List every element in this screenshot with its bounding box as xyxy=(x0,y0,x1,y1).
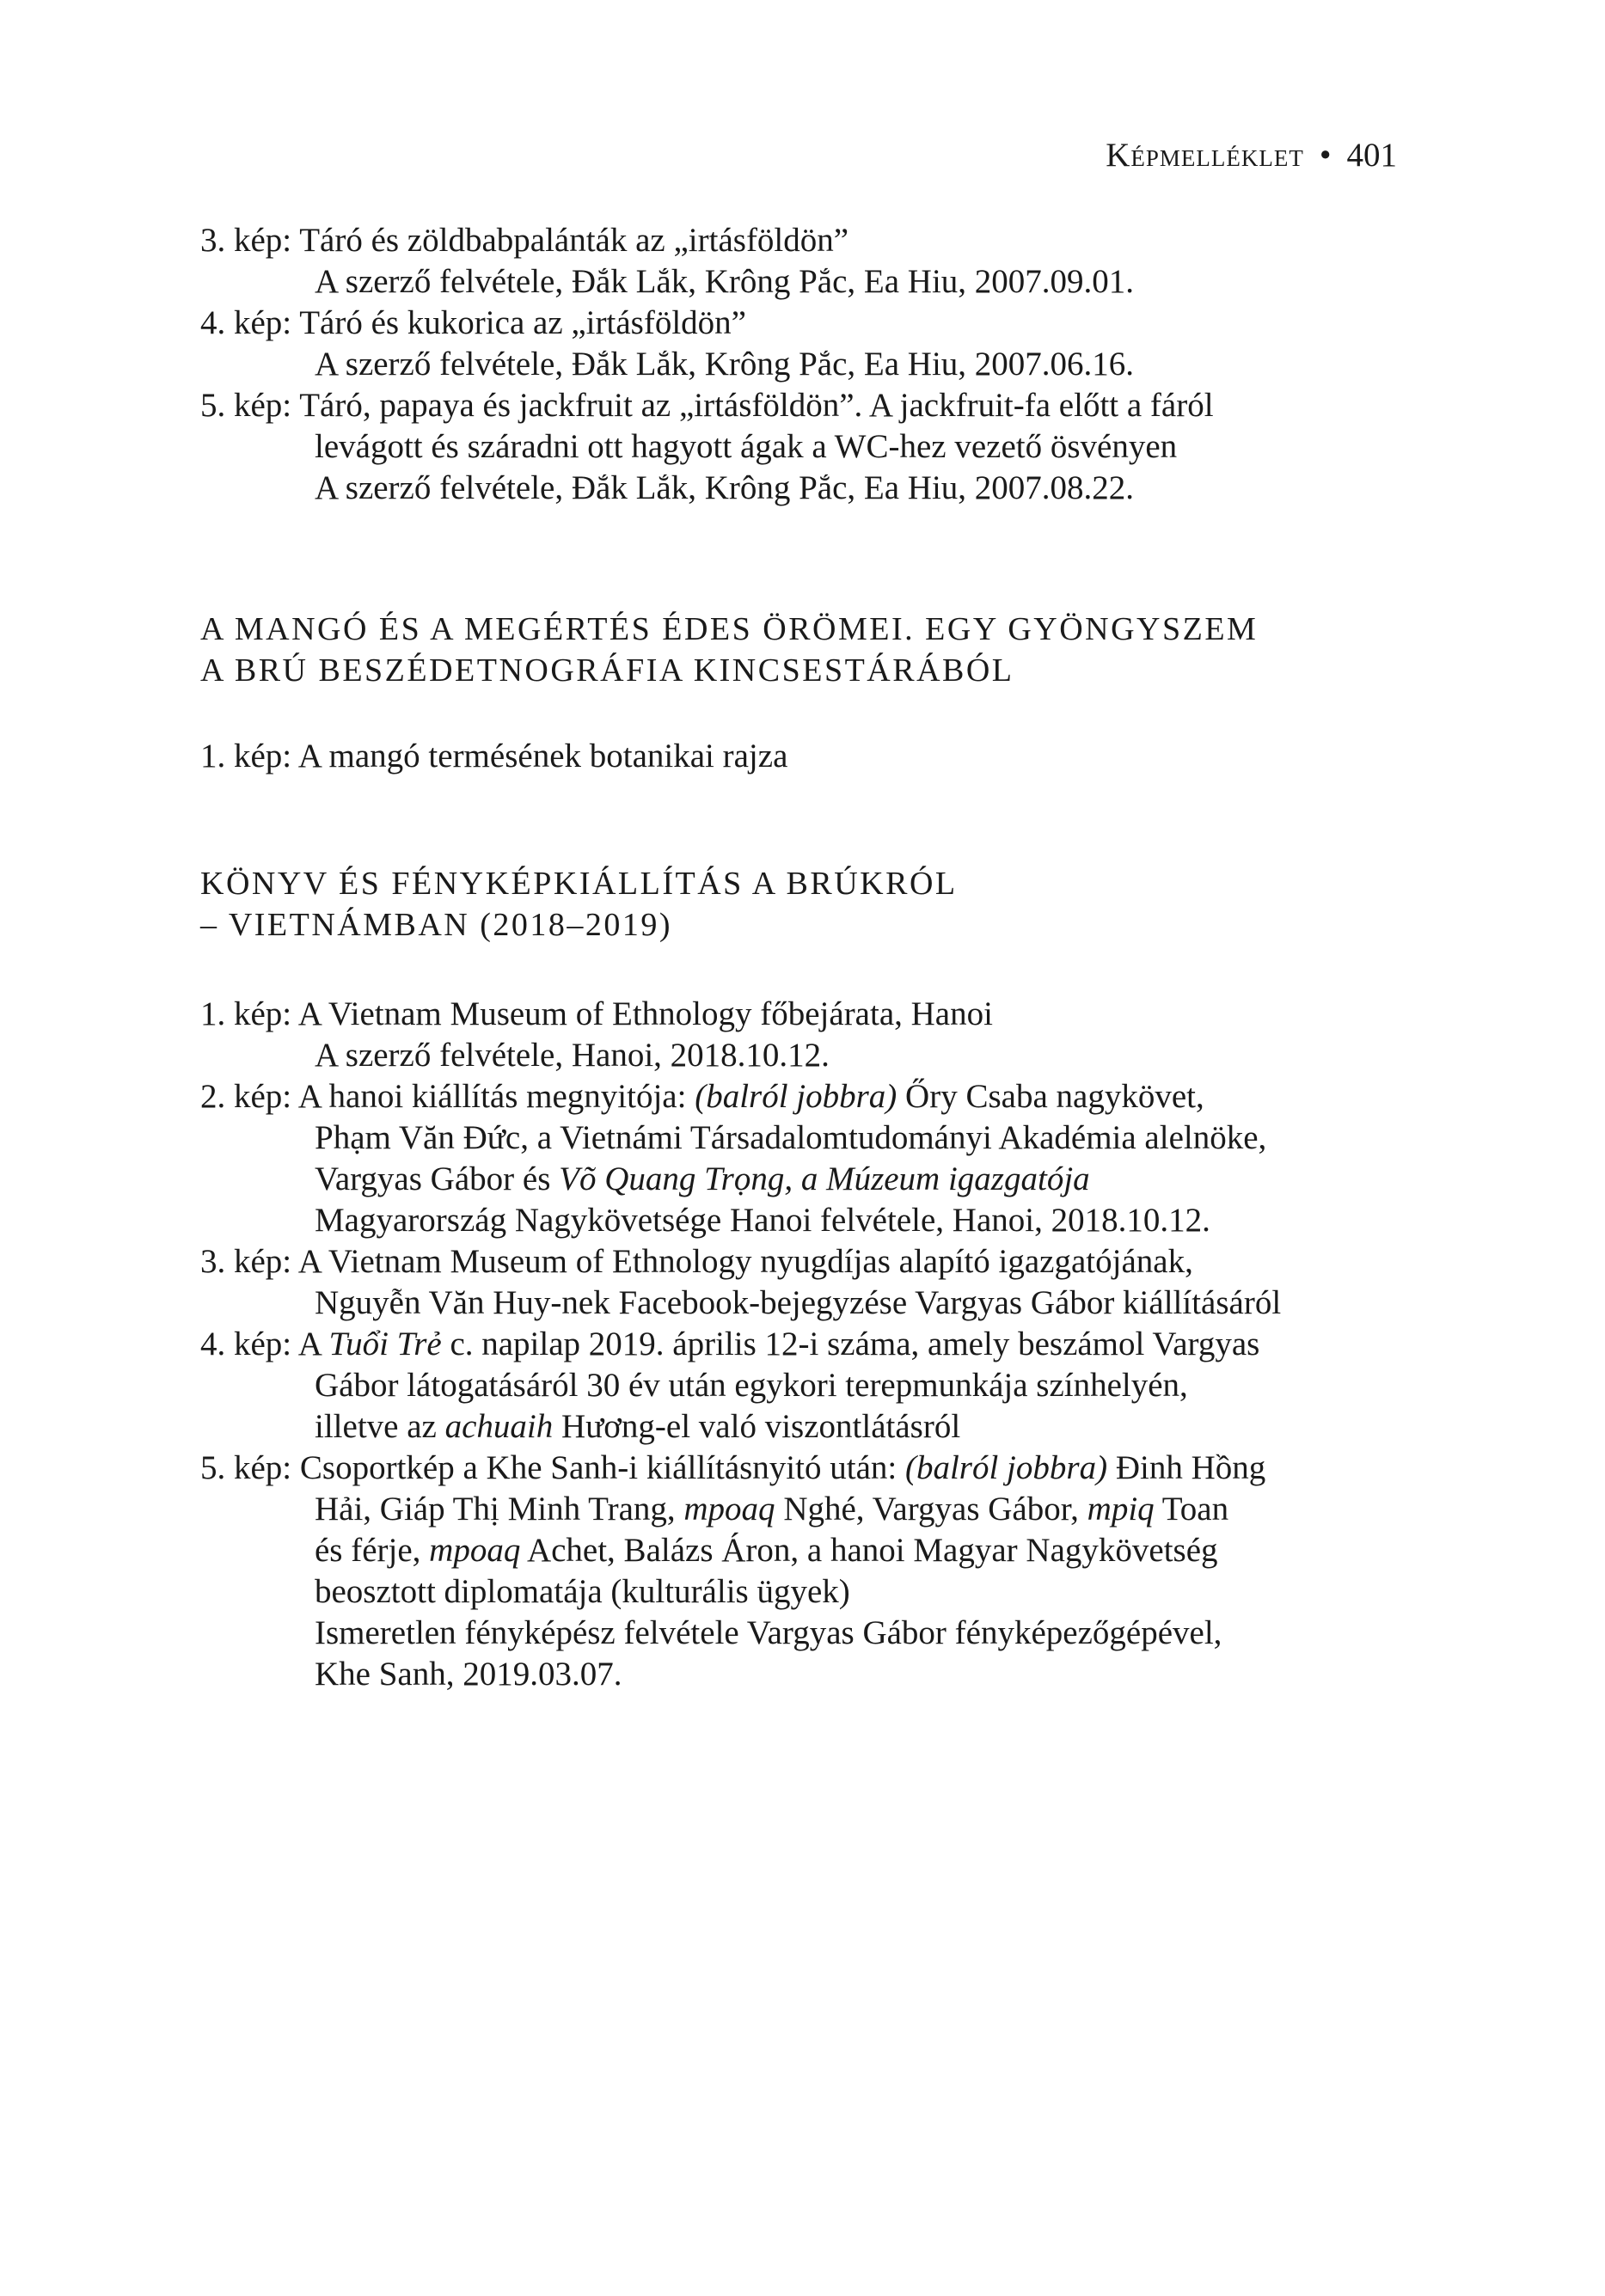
caption-entry xyxy=(200,1324,1397,1448)
caption-entry xyxy=(200,736,1397,777)
caption-text: Csoportkép a Khe Sanh-i kiállításnyitó után: xyxy=(299,1449,905,1486)
caption-entry xyxy=(200,385,1397,509)
caption-italic: (balról jobbra) xyxy=(904,1449,1108,1486)
caption-italic: mpiq xyxy=(1087,1491,1155,1528)
caption-text-continued xyxy=(315,1406,1397,1448)
caption-label: 1. kép: xyxy=(200,738,292,775)
caption-entry xyxy=(200,1448,1397,1695)
caption-text-continued xyxy=(315,1489,1397,1530)
running-header xyxy=(1106,134,1397,177)
caption-credit: Ismeretlen fényképész felvétele Vargyas Gábor fényképezőgépével, xyxy=(315,1614,1222,1651)
caption-text: Hải, Giáp Thị Minh Trang, xyxy=(315,1491,684,1528)
caption-credit: A szerző felvétele, Đắk Lắk, Krông Pắc, Ea Hiu, 2007.06.16. xyxy=(315,346,1135,383)
caption-entry xyxy=(200,1241,1397,1324)
caption-entry xyxy=(200,994,1397,1076)
heading-line: A MANGÓ ÉS A MEGÉRTÉS ÉDES ÖRÖMEI. EGY GYÖNGYSZEM xyxy=(200,611,1259,647)
caption-text: A mangó termésének botanikai rajza xyxy=(297,738,788,775)
caption-text: Őry Csaba nagykövet, xyxy=(897,1078,1204,1115)
heading-line: A BRÚ BESZÉDETNOGRÁFIA KINCSESTÁRÁBÓL xyxy=(200,652,1014,689)
caption-text-continued: Nguyễn Văn Huy-nek Facebook-bejegyzése Vargyas Gábor kiállításáról xyxy=(315,1284,1282,1321)
caption-text: és férje, xyxy=(315,1532,430,1569)
caption-italic: mpoaq xyxy=(683,1491,775,1528)
caption-text-continued xyxy=(315,1530,1397,1571)
caption-label: 5. kép: xyxy=(200,387,292,424)
caption-text: Toan xyxy=(1154,1491,1229,1528)
caption-text: A xyxy=(297,1326,329,1362)
caption-text-continued: levágott és száradni ott hagyott ágak a WC-hez vezető ösvényen xyxy=(315,428,1178,465)
caption-label: 1. kép: xyxy=(200,995,292,1032)
caption-italic: (balról jobbra) xyxy=(695,1078,897,1115)
caption-text: Táró és kukorica az „irtásföldön” xyxy=(299,304,746,341)
bullet-separator: • xyxy=(1319,137,1332,174)
caption-text: Đinh Hồng xyxy=(1107,1449,1266,1486)
caption-credit: A szerző felvétele, Hanoi, 2018.10.12. xyxy=(315,1037,830,1074)
caption-credit: A szerző felvétele, Đắk Lắk, Krông Pắc, Ea Hiu, 2007.08.22. xyxy=(315,469,1135,506)
caption-italic: Võ Quang Trọng, a Múzeum igazgatója xyxy=(559,1160,1090,1197)
caption-text: Nghé, Vargyas Gábor, xyxy=(775,1491,1087,1528)
heading-line: KÖNYV ÉS FÉNYKÉPKIÁLLÍTÁS A BRÚKRÓL xyxy=(200,866,958,902)
caption-italic: Tuổi Trẻ xyxy=(328,1326,442,1362)
caption-entry xyxy=(200,1076,1397,1241)
caption-list-mango xyxy=(200,736,1397,777)
caption-text: Vargyas Gábor és xyxy=(315,1160,560,1197)
running-title: Képmelléklet xyxy=(1106,137,1304,174)
caption-italic: achuaih xyxy=(444,1408,554,1445)
caption-text-continued: Gábor látogatásáról 30 év után egykori terepmunkája színhelyén, xyxy=(315,1367,1188,1404)
caption-italic: mpoaq xyxy=(429,1532,521,1569)
heading-line: – VIETNÁMBAN (2018–2019) xyxy=(200,907,673,943)
caption-list-exhibition xyxy=(200,994,1397,1695)
caption-credit: Khe Sanh, 2019.03.07. xyxy=(315,1656,622,1693)
caption-text-continued xyxy=(315,1159,1397,1200)
caption-credit: A szerző felvétele, Đắk Lắk, Krông Pắc, Ea Hiu, 2007.09.01. xyxy=(315,263,1135,300)
caption-text: Táró, papaya és jackfruit az „irtásföldön”. A jackfruit-fa előtt a fáról xyxy=(299,387,1214,424)
caption-text: A Vietnam Museum of Ethnology főbejárata, Hanoi xyxy=(297,995,993,1032)
caption-credit: Magyarország Nagykövetsége Hanoi felvétele, Hanoi, 2018.10.12. xyxy=(315,1202,1210,1239)
caption-text: A hanoi kiállítás megnyitója: xyxy=(297,1078,695,1115)
caption-label: 3. kép: xyxy=(200,222,292,259)
caption-text: Hương-el való viszontlátásról xyxy=(553,1408,961,1445)
page-number: 401 xyxy=(1346,137,1397,174)
caption-text-continued: beosztott diplomatája (kulturális ügyek) xyxy=(315,1573,850,1610)
caption-label: 2. kép: xyxy=(200,1078,292,1115)
caption-text: A Vietnam Museum of Ethnology nyugdíjas alapító igazgatójának, xyxy=(297,1243,1193,1280)
caption-label: 5. kép: xyxy=(200,1449,292,1486)
caption-text-continued: Phạm Văn Đức, a Vietnámi Társadalomtudományi Akadémia alelnöke, xyxy=(315,1119,1267,1156)
caption-text: Táró és zöldbabpalánták az „irtásföldön” xyxy=(299,222,849,259)
caption-label: 4. kép: xyxy=(200,304,292,341)
caption-entry xyxy=(200,303,1397,385)
caption-label: 3. kép: xyxy=(200,1243,292,1280)
caption-text: illetve az xyxy=(315,1408,445,1445)
caption-list-continued xyxy=(200,220,1397,509)
caption-text: c. napilap 2019. április 12-i száma, amely beszámol Vargyas xyxy=(441,1326,1260,1362)
section-heading-mango xyxy=(200,609,1397,691)
caption-entry xyxy=(200,220,1397,303)
section-heading-exhibition xyxy=(200,863,1397,946)
caption-text: Achet, Balázs Áron, a hanoi Magyar Nagykövetség xyxy=(520,1532,1218,1569)
caption-label: 4. kép: xyxy=(200,1326,292,1362)
